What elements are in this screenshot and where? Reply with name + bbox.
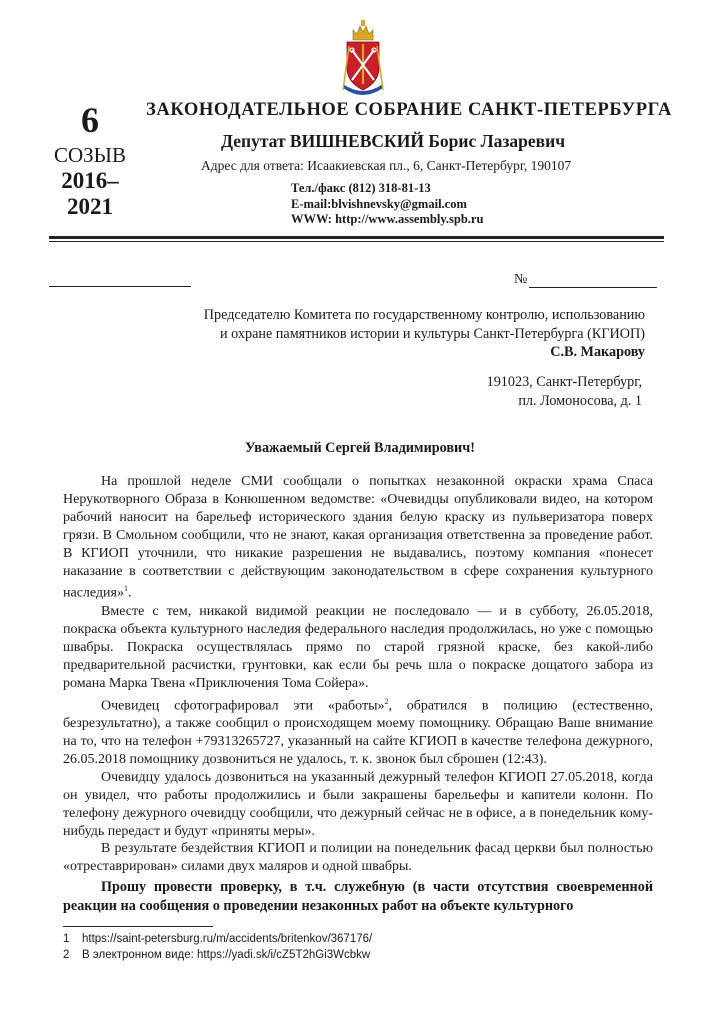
addressee-line-2: и охране памятников истории и культуры Санкт-Петербурга (КГИОП)	[220, 325, 645, 342]
footnote-1	[63, 932, 372, 948]
contact-block	[291, 181, 483, 228]
number-line	[529, 273, 657, 288]
convocation-label: СОЗЫВ	[53, 143, 126, 167]
body-paragraph-3-text-b: , обратился в полицию (естественно, безрезультатно), а также сообщил о происходящем моему помощнику. Обращаю Ваше внимание на то, что на телефон +79313265727, указанный на сайте КГИОП в качестве телефона дежурного, 26.05.2018 помощнику дозвониться не удалось, т. к. звонок был сброшен (12:43).	[63, 698, 653, 767]
footnote-2	[63, 948, 372, 964]
convocation-block	[50, 100, 130, 220]
body-paragraph-2: Вместе с тем, никакой видимой реакции не последовало — и в субботу, 26.05.2018, покраска объекта культурного наследия федерального наследия продолжилась, но уже с помощью швабры. Покраска осуществлялась прямо по старой грязной краске, без какой-либо предварительной расчистки, грунтовки, как если бы речь шла о покраске дощатого забора из романа Марка Твена «Приключения Тома Сойера».	[63, 604, 653, 691]
body-paragraph-1-text: На прошлой неделе СМИ сообщали о попытках незаконной окраски храма Спаса Нерукотворного Образа в Конюшенном ведомстве: «Очевидцы опубликовали видео, на котором рабочий наносит на барельеф исторического здания белую краску из пульверизатора поверх грязи. В Смольном сообщили, что не знают, какая организация ответственна за проведение работ. В КГИОП уточнили, что никакие разрешения не выдавались, поэтому компания «понесет наказание в соответствии с действующим законодательством в сфере сохранения культурного наследия»	[63, 474, 653, 602]
footnote-ref-2: 2	[384, 696, 389, 706]
header-divider-thin	[49, 241, 664, 242]
organization-name: ЗАКОНОДАТЕЛЬНОЕ СОБРАНИЕ САНКТ-ПЕТЕРБУРГА	[146, 100, 672, 120]
body-paragraph-5: В результате бездействия КГИОП и полиции на понедельник фасад церкви был полностью «отреставрирован» силами двух маляров и одной швабры.	[63, 841, 653, 875]
body-paragraph-3	[63, 693, 653, 769]
date-line	[49, 286, 191, 287]
greeting: Уважаемый Сергей Владимирович!	[245, 440, 475, 456]
outgoing-number	[514, 272, 657, 288]
number-sign: №	[514, 272, 528, 287]
request-text: Прошу провести проверку, в т.ч. служебную (в части отсутствия своевременной реакции на сообщения о проведении незаконных работ на объекте культурного	[63, 879, 653, 914]
convocation-years-end: 2021	[67, 194, 113, 219]
reply-address: Адрес для ответа: Исаакиевская пл., 6, Санкт-Петербург, 190107	[201, 158, 572, 173]
footnote-divider	[63, 926, 213, 927]
addressee-block	[204, 306, 645, 362]
footnote-number: 1	[63, 933, 70, 945]
letter-body	[63, 473, 653, 876]
convocation-number: 6	[81, 100, 99, 140]
addressee-address	[487, 373, 642, 410]
header-divider-thick	[49, 236, 664, 239]
request-paragraph	[63, 878, 653, 915]
body-paragraph-4: Очевидцу удалось дозвониться на указанный дежурный телефон КГИОП 27.05.2018, когда он увидел, что работы продолжились и были закрашены барельефы и капители колонн. По телефону дежурного очевидцу сообщили, что дежурный сейчас не в офисе, а в понедельник кому-нибудь передаст и будут «приняты меры».	[63, 769, 653, 839]
footnote-number: 2	[63, 948, 70, 961]
body-paragraph-3-text-a: Очевидец сфотографировал эти «работы»	[101, 698, 385, 714]
body-paragraph-1	[63, 473, 653, 603]
addressee-address-line-2: пл. Ломоносова, д. 1	[518, 392, 642, 409]
deputy-name: Депутат ВИШНЕВСКИЙ Борис Лазаревич	[221, 131, 566, 151]
website: WWW: http://www.assembly.spb.ru	[291, 212, 484, 226]
convocation-years-start: 2016–	[61, 168, 119, 193]
phone-fax: Тел./факс (812) 318-81-13	[291, 181, 431, 195]
coat-of-arms-icon	[339, 18, 387, 98]
footnote-link[interactable]: В электронном виде: https://yadi.sk/i/cZ5T2hGi3Wcbkw	[82, 948, 371, 961]
addressee-address-line-1: 191023, Санкт-Петербург,	[486, 374, 642, 390]
footnote-link[interactable]: https://saint-petersburg.ru/m/accidents/britenkov/367176/	[82, 933, 373, 945]
footnote-ref-1: 1	[124, 584, 128, 594]
body-paragraph-1-end: .	[128, 586, 132, 602]
footnotes	[63, 932, 372, 963]
addressee-name: С.В. Макарову	[550, 344, 645, 360]
addressee-line-1: Председателю Комитета по государственному контролю, использованию	[203, 307, 645, 323]
email: E-mail:blvishnevsky@gmail.com	[291, 196, 467, 211]
